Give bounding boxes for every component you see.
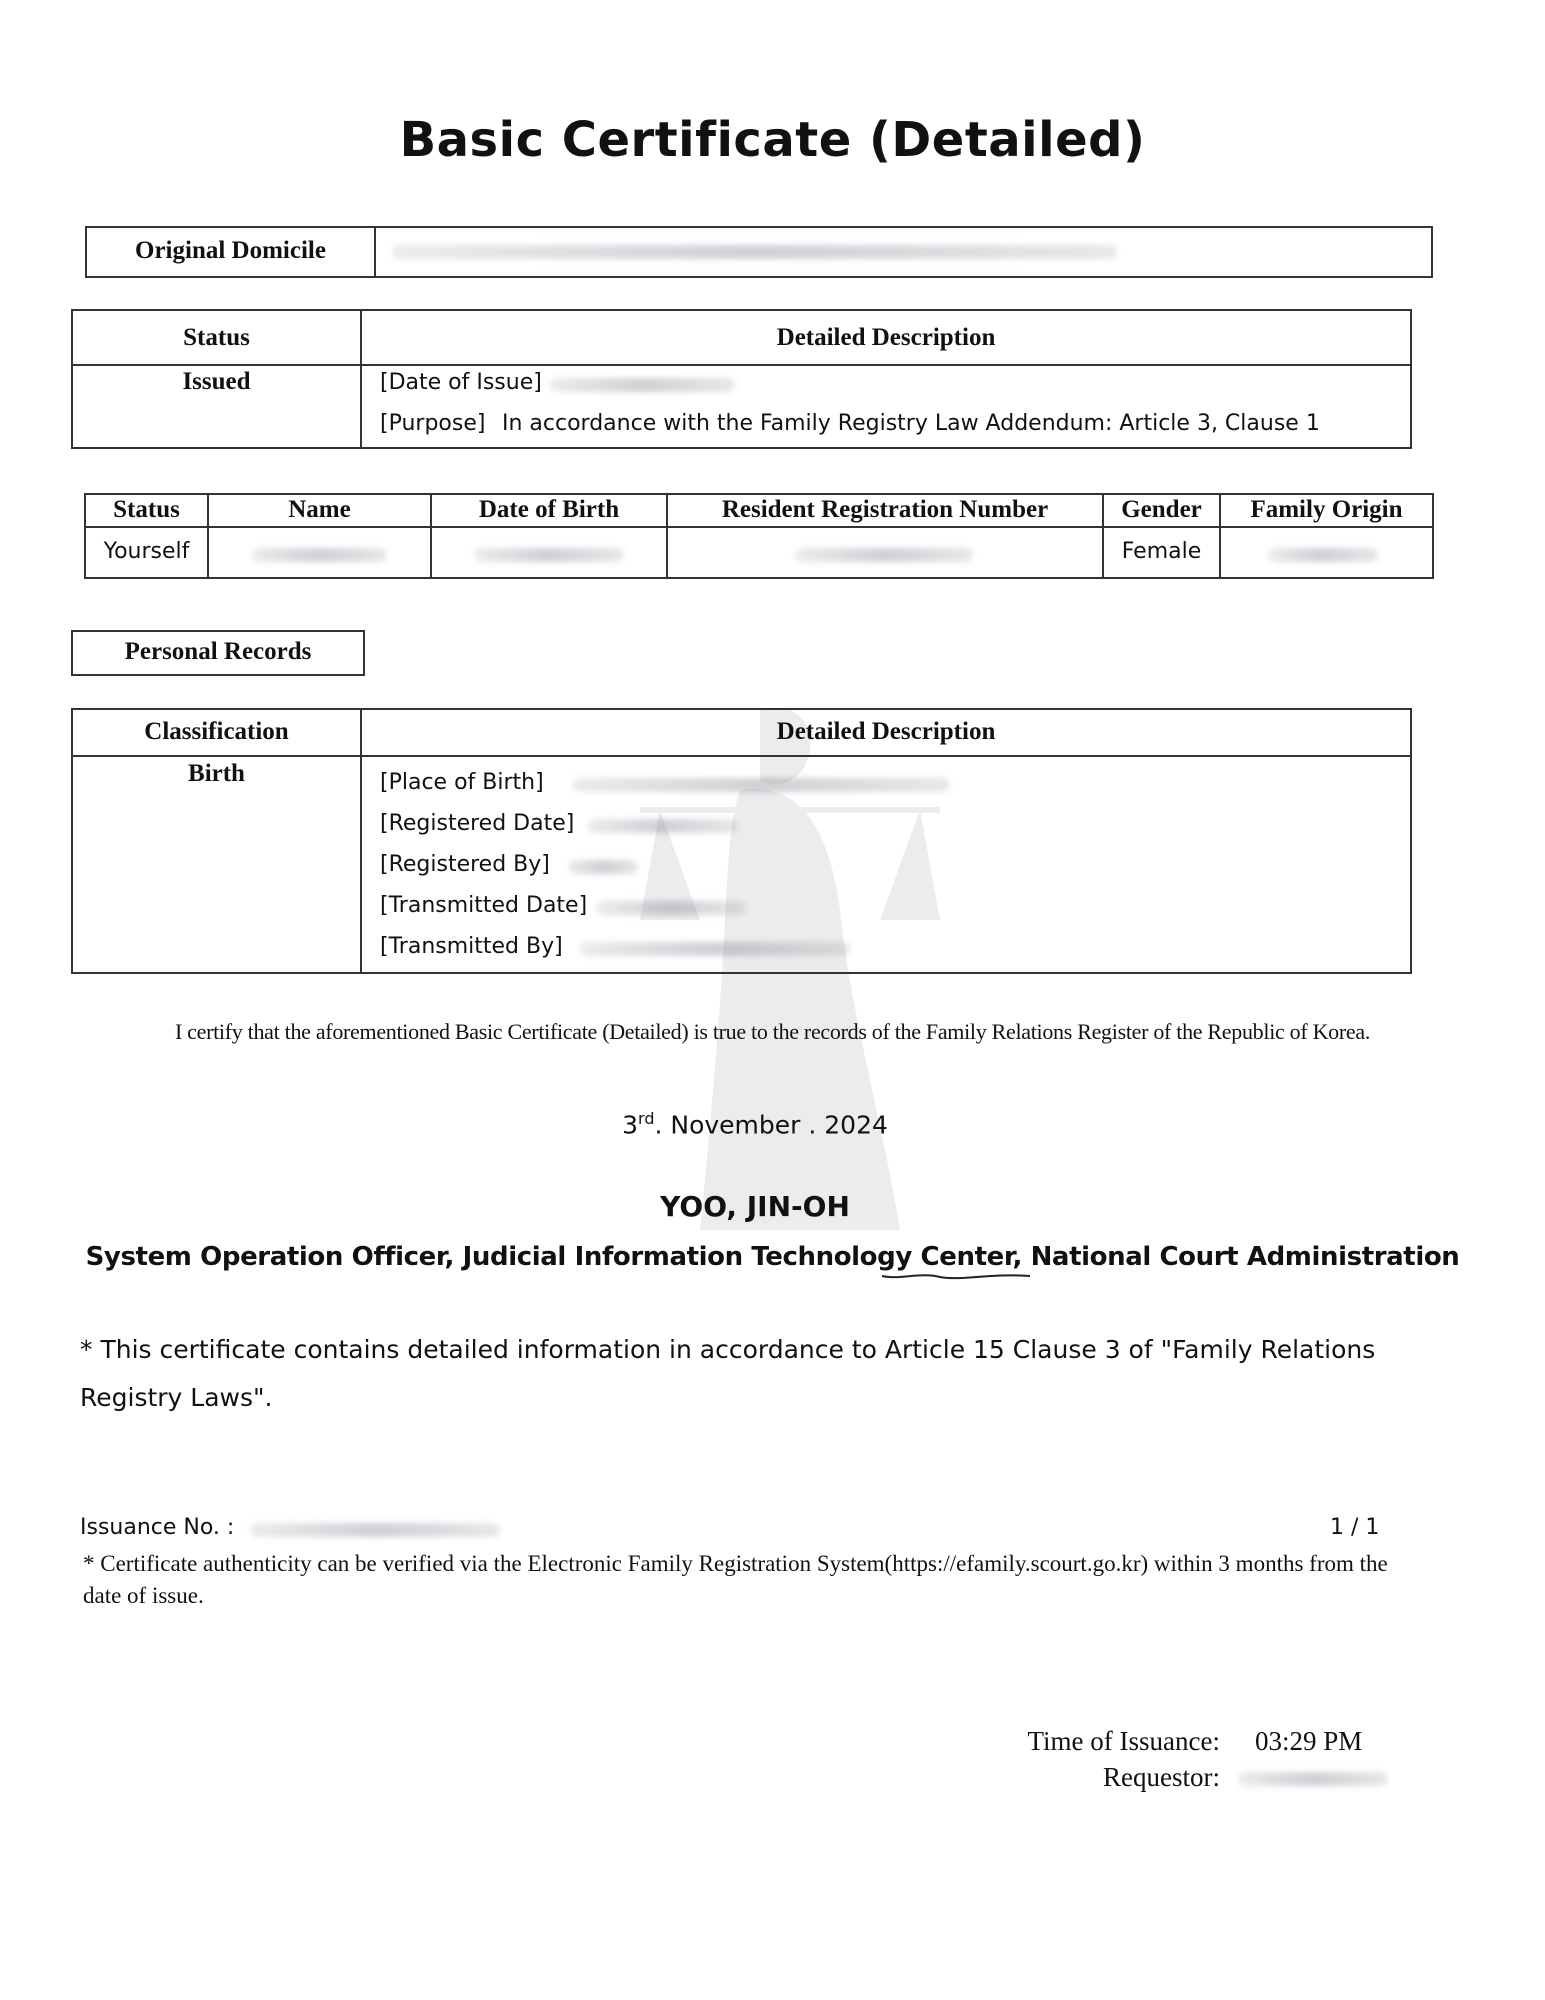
date-of-issue-redacted [550,378,735,392]
officer-name: YOO, JIN-OH [660,1190,850,1223]
date-day: 3 [622,1110,639,1140]
records-table-divider [360,708,362,974]
detailed-info-note: * This certificate contains detailed information in accordance to Article 15 Clause 3 of "Family Relations Registry Laws". [80,1335,1376,1412]
person-status-value: Yourself [103,539,190,564]
records-description-header: Detailed Description [776,718,996,745]
transmitted-by-label: [Transmitted By] [380,934,563,959]
transmitted-date-redacted [596,901,746,915]
transmitted-date-label: [Transmitted Date] [380,893,588,918]
date-suffix: rd [638,1109,655,1128]
person-name-header: Name [288,496,351,523]
status-header: Status [183,324,250,351]
classification-header: Classification [144,718,289,745]
person-name-redacted [252,548,387,562]
place-of-birth-label: [Place of Birth] [380,770,544,795]
purpose-text: In accordance with the Family Registry Law Addendum: Article 3, Clause 1 [502,411,1320,436]
person-rrn-redacted [795,548,973,562]
status-value-issued: Issued [182,368,251,395]
issuance-number-redacted [250,1523,500,1537]
page-indicator: 1 / 1 [1330,1515,1380,1540]
records-table [71,708,1412,974]
time-of-issuance-label: Time of Issuance: [1027,1726,1220,1756]
registered-date-label: [Registered Date] [380,811,575,836]
personal-records-label: Personal Records [124,638,312,665]
issuance-number-label: Issuance No. : [80,1515,235,1540]
domicile-label: Original Domicile [135,237,326,264]
purpose-label: [Purpose] [380,411,486,436]
time-of-issuance-value: 03:29 PM [1255,1726,1363,1756]
person-dob-header: Date of Birth [478,496,620,523]
person-gender-value: Female [1121,539,1202,564]
requestor-label: Requestor: [1103,1762,1220,1792]
registered-date-redacted [588,819,738,833]
date-rest: . November . 2024 [654,1110,888,1140]
records-table-header-line [71,755,1412,757]
status-table-header-line [71,364,1412,366]
transmitted-by-redacted [580,942,850,956]
certification-statement: I certify that the aforementioned Basic Certificate (Detailed) is true to the records of the Family Relations Register of the Republic of Korea. [174,1019,1371,1044]
detailed-description-header: Detailed Description [776,324,996,351]
person-status-header: Status [113,496,180,523]
domicile-divider [374,226,376,278]
person-family-origin-redacted [1268,548,1378,562]
person-table-header-line [84,526,1434,528]
registered-by-label: [Registered By] [380,852,550,877]
person-dob-redacted [474,548,624,562]
place-of-birth-redacted [572,778,950,792]
certification-date [0,1109,1510,1139]
person-rrn-header: Resident Registration Number [721,496,1049,523]
domicile-redacted [392,245,1117,259]
signature-mark [880,1268,1040,1282]
document-title: Basic Certificate (Detailed) [399,112,1146,168]
date-of-issue-label: [Date of Issue] [380,370,542,395]
person-gender-header: Gender [1121,496,1202,523]
requestor-redacted [1238,1772,1388,1786]
registered-by-redacted [568,860,638,874]
classification-value-birth: Birth [188,760,245,787]
officer-title: System Operation Officer, Judicial Information Technology Center, National Court Administration [85,1242,1460,1272]
person-family-origin-header: Family Origin [1250,496,1403,523]
verification-note: * Certificate authenticity can be verified via the Electronic Family Registration System(https://efamily.scourt.go.kr) within 3 months from the date of issue. [83,1551,1388,1608]
